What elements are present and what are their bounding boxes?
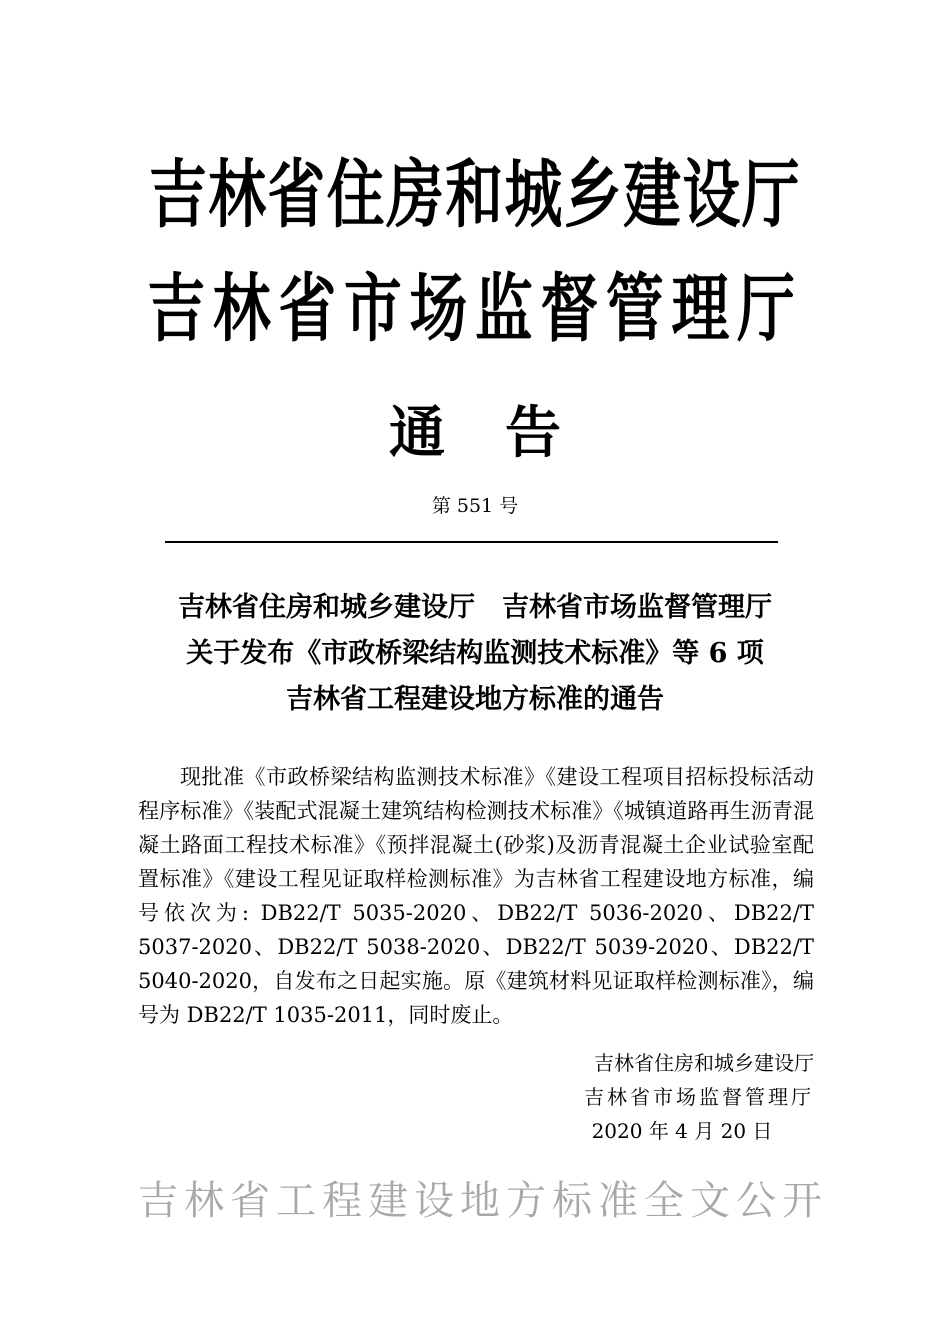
issuer-2-heading: 吉林省市场监督管理厅: [147, 266, 803, 352]
document-type: 通告: [389, 400, 621, 466]
document-number: 第 551 号: [431, 495, 519, 517]
notice-title: [0, 585, 950, 723]
header-divider: [165, 541, 778, 543]
signature-org-2: 吉林省市场监督管理厅: [584, 1085, 814, 1109]
signature-date: 2020 年 4 月 20 日: [591, 1119, 773, 1143]
notice-title-line: 吉林省住房和城乡建设厅 吉林省市场监督管理厅: [178, 592, 772, 623]
signature-org-1: 吉林省住房和城乡建设厅: [594, 1051, 814, 1075]
notice-title-line: 关于发布《市政桥梁结构监测技术标准》等 6 项: [186, 638, 764, 669]
notice-body: [138, 760, 814, 1032]
notice-content: [138, 760, 828, 1226]
signature-block: [540, 1046, 814, 1148]
body-paragraph: 现批准《市政桥梁结构监测技术标准》《建设工程项目招标投标活动程序标准》《装配式混凝土建筑结构检测技术标准》《城镇道路再生沥青混凝土路面工程技术标准》《预拌混凝土(砂浆)及沥青混凝土企业试验室配置标准》《建设工程见证取样检测标准》为吉林省工程建设地方标准，编号依次为: DB22/T 5035-2020、DB22/T 5036-2020、DB22/T 5037-2020、DB22/T 5038-2020、DB22/T 5039-2020、DB22/T 5040-2020，自发布之日起实施。原《建筑材料见证取样检测标准》，编号为 DB22/T 1035-2011，同时废止。: [138, 765, 814, 1027]
watermark: 吉林省工程建设地方标准全文公开: [138, 1178, 828, 1224]
issuer-1-heading: 吉林省住房和城乡建设厅: [148, 152, 802, 238]
notice-title-line: 吉林省工程建设地方标准的通告: [286, 684, 664, 715]
